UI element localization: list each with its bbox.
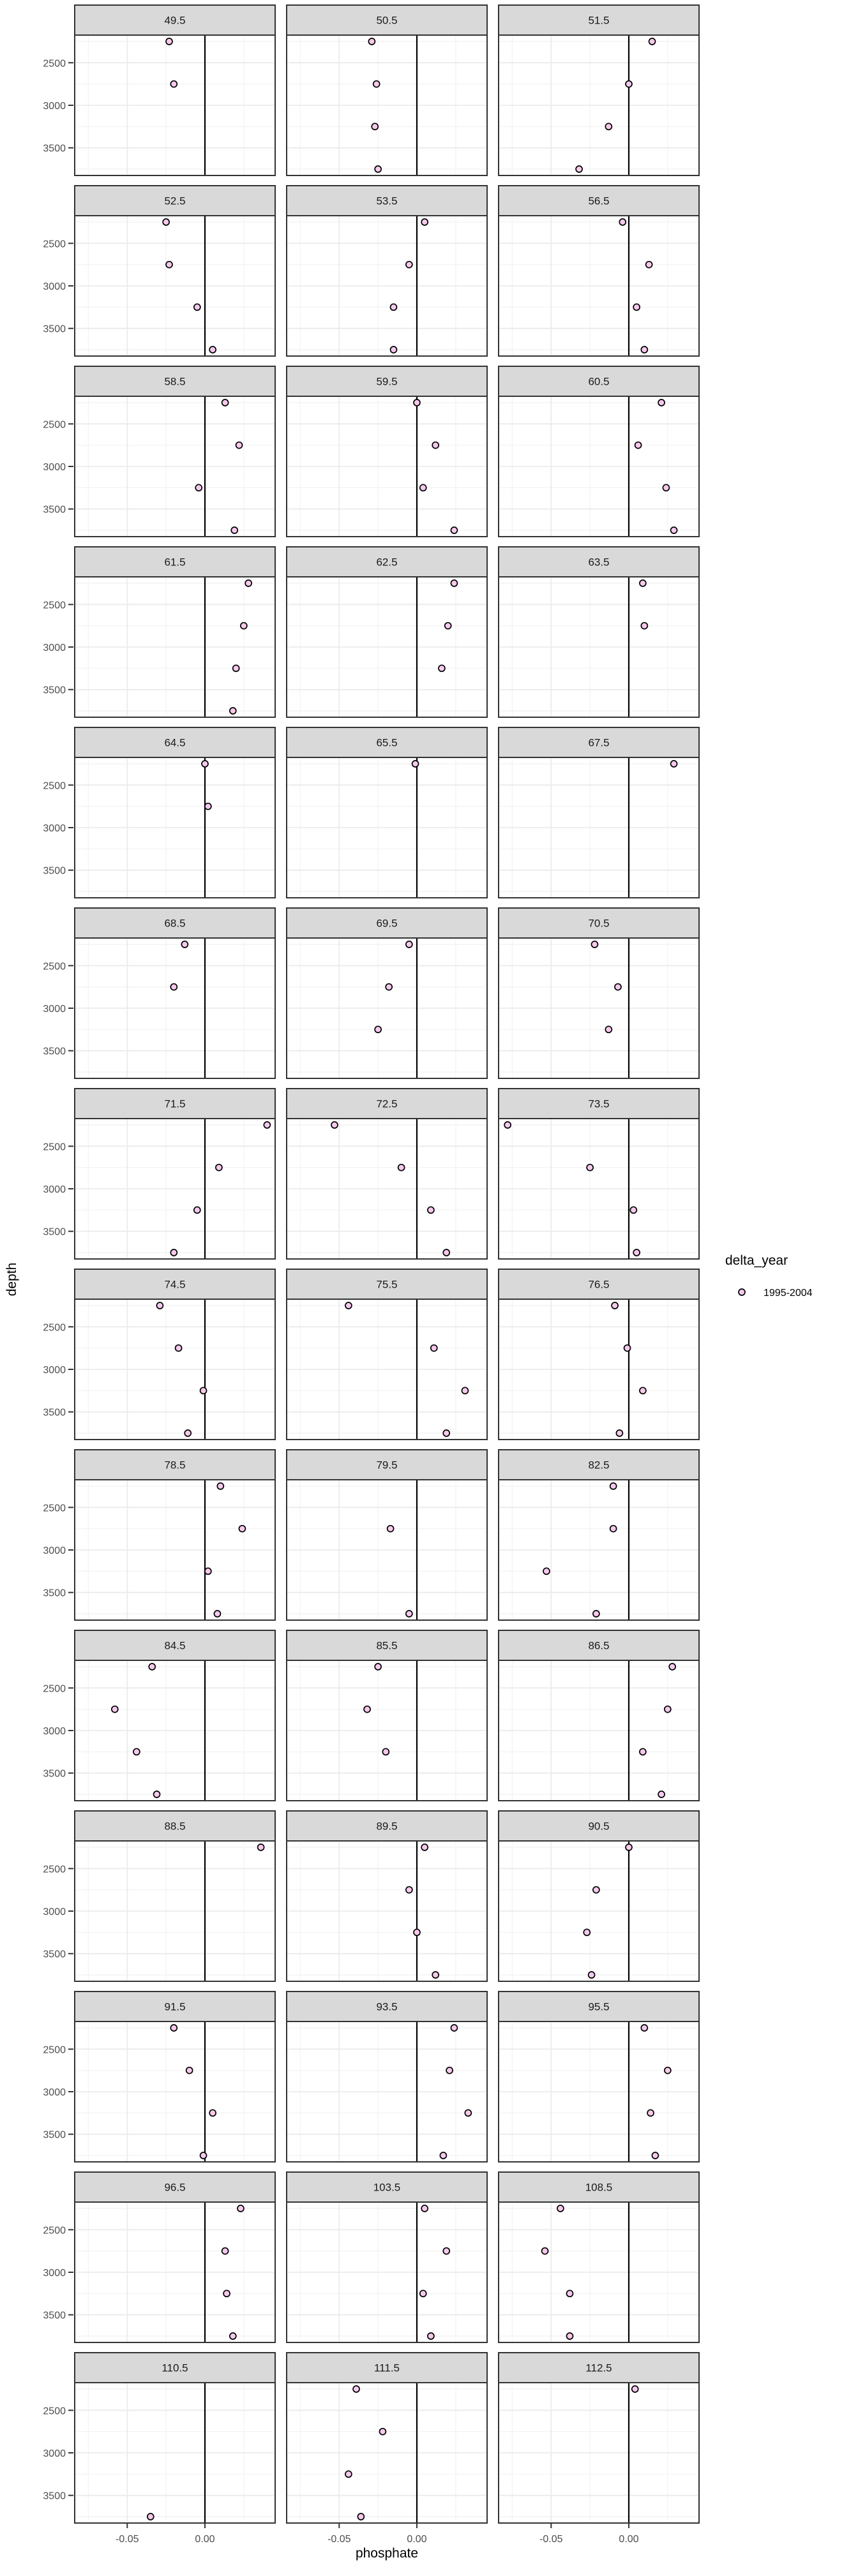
y-axis-tick-label: 3500	[43, 1768, 66, 1780]
data-point	[440, 2152, 446, 2159]
data-point	[589, 1972, 595, 1978]
data-point	[443, 1430, 449, 1436]
y-axis-tick-label: 3000	[43, 1545, 66, 1556]
facet-strip-label: 95.5	[588, 2000, 610, 2013]
data-point	[615, 984, 621, 990]
y-axis-tick-label: 3500	[43, 1226, 66, 1238]
y-axis-tick-label: 2500	[43, 2044, 66, 2056]
data-point	[406, 262, 412, 268]
data-point	[231, 527, 237, 533]
facet-strip-label: 58.5	[164, 375, 186, 388]
data-point	[195, 484, 202, 491]
y-axis-tick-label: 2500	[43, 58, 66, 70]
y-axis-tick-label: 2500	[43, 1322, 66, 1334]
data-point	[163, 219, 169, 225]
y-axis-tick-label: 2500	[43, 780, 66, 792]
facet-strip-label: 72.5	[376, 1098, 398, 1110]
data-point	[194, 304, 200, 310]
facet-strip-label: 96.5	[164, 2181, 186, 2194]
data-point	[431, 1345, 437, 1351]
data-point	[451, 527, 457, 533]
y-axis-tick-label: 2500	[43, 1683, 66, 1695]
data-point	[543, 1568, 550, 1574]
x-axis-tick-label: -0.05	[539, 2534, 563, 2545]
y-axis-tick-label: 3000	[43, 2087, 66, 2098]
y-axis-tick-label: 3500	[43, 324, 66, 335]
facet-strip-label: 52.5	[164, 195, 186, 207]
data-point	[451, 580, 457, 586]
facet-strip-label: 112.5	[585, 2362, 612, 2374]
x-axis-tick-label: 0.00	[619, 2534, 639, 2545]
facet-strip-label: 73.5	[588, 1098, 610, 1110]
y-axis-tick-label: 3000	[43, 823, 66, 834]
data-point	[593, 1887, 599, 1893]
data-point	[200, 1387, 207, 1394]
y-axis-tick-label: 3000	[43, 1907, 66, 1917]
data-point	[649, 38, 656, 45]
data-point	[239, 1526, 245, 1532]
data-point	[353, 2386, 359, 2392]
data-point	[388, 1526, 394, 1532]
data-point	[576, 166, 582, 172]
data-point	[216, 1165, 222, 1171]
data-point	[223, 2290, 230, 2297]
data-point	[133, 1748, 140, 1755]
data-point	[112, 1706, 118, 1713]
data-point	[390, 304, 396, 310]
data-point	[593, 1611, 599, 1617]
facet-strip-label: 89.5	[376, 1820, 398, 1833]
data-point	[170, 1249, 177, 1256]
facet-strip-label: 78.5	[164, 1459, 186, 1471]
data-point	[390, 346, 396, 353]
facet-strip-label: 68.5	[164, 917, 186, 930]
facet-strip-label: 70.5	[588, 917, 610, 930]
data-point	[200, 2152, 207, 2159]
facet-strip-label: 53.5	[376, 195, 398, 207]
data-point	[626, 1844, 632, 1850]
y-axis-tick-label: 3000	[43, 462, 66, 473]
y-axis-tick-label: 2500	[43, 600, 66, 611]
y-axis-tick-label: 2500	[43, 2225, 66, 2237]
data-point	[412, 761, 419, 767]
x-axis-tick-label: -0.05	[116, 2534, 139, 2545]
data-point	[230, 708, 236, 714]
data-point	[209, 2110, 216, 2116]
data-point	[184, 1430, 191, 1436]
data-point	[421, 1844, 428, 1850]
data-point	[640, 580, 646, 586]
data-point	[665, 2067, 671, 2074]
x-axis-tick-label: 0.00	[407, 2534, 427, 2545]
data-point	[616, 1430, 622, 1436]
data-point	[451, 2025, 457, 2031]
data-point	[465, 2110, 471, 2116]
y-axis-tick-label: 2500	[43, 1142, 66, 1153]
data-point	[149, 1664, 155, 1670]
data-point	[214, 1611, 220, 1617]
facet-strip-label: 60.5	[588, 375, 610, 388]
y-axis-tick-label: 3000	[43, 643, 66, 653]
y-axis-tick-label: 3000	[43, 1726, 66, 1737]
data-point	[166, 262, 172, 268]
data-point	[432, 1972, 439, 1978]
data-point	[567, 2333, 573, 2339]
legend-item-label: 1995-2004	[764, 1288, 813, 1299]
y-axis-tick-label: 3000	[43, 2268, 66, 2279]
y-axis-tick-label: 2500	[43, 1503, 66, 1514]
data-point	[186, 2067, 193, 2074]
data-point	[632, 2386, 638, 2392]
data-point	[382, 1748, 389, 1755]
data-point	[557, 2205, 564, 2212]
data-point	[605, 1026, 612, 1032]
facet-strip-label: 85.5	[376, 1639, 398, 1652]
data-point	[610, 1526, 617, 1532]
data-point	[633, 304, 640, 310]
data-point	[375, 1026, 381, 1032]
facet-strip-label: 90.5	[588, 1820, 610, 1833]
x-axis-tick-label: -0.05	[327, 2534, 351, 2545]
data-point	[671, 527, 677, 533]
data-point	[443, 1249, 449, 1256]
facet-strip-label: 74.5	[164, 1278, 186, 1291]
data-point	[406, 941, 412, 948]
data-point	[170, 2025, 177, 2031]
data-point	[414, 1929, 420, 1935]
y-axis-tick-label: 3000	[43, 1004, 66, 1015]
facet-strip-label: 103.5	[373, 2181, 401, 2194]
data-point	[641, 346, 647, 353]
data-point	[630, 1207, 636, 1213]
data-point	[635, 442, 642, 449]
facet-strip-label: 56.5	[588, 195, 610, 207]
data-point	[428, 2333, 434, 2339]
data-point	[345, 1302, 352, 1309]
y-axis-tick-label: 3500	[43, 1046, 66, 1057]
data-point	[386, 984, 392, 990]
data-point	[610, 1483, 617, 1489]
data-point	[567, 2290, 573, 2297]
data-point	[671, 761, 677, 767]
data-point	[414, 399, 420, 406]
y-axis-tick-label: 3500	[43, 1407, 66, 1418]
data-point	[445, 623, 451, 629]
y-axis-tick-label: 3000	[43, 1184, 66, 1195]
data-point	[368, 38, 375, 45]
y-axis-tick-label: 3000	[43, 2448, 66, 2459]
facet-strip-label: 49.5	[164, 14, 186, 27]
facet-strip-label: 62.5	[376, 556, 398, 569]
data-point	[170, 81, 177, 87]
data-point	[665, 1706, 671, 1713]
data-point	[626, 81, 632, 87]
data-point	[612, 1302, 618, 1309]
data-point	[587, 1165, 593, 1171]
data-point	[156, 1302, 163, 1309]
data-point	[663, 484, 669, 491]
facet-strip-label: 75.5	[376, 1278, 398, 1291]
data-point	[237, 2205, 244, 2212]
facet-strip-label: 86.5	[588, 1639, 610, 1652]
data-point	[432, 442, 439, 449]
data-point	[379, 2429, 386, 2435]
data-point	[230, 2333, 236, 2339]
data-point	[605, 123, 612, 130]
data-point	[222, 2248, 229, 2254]
y-axis-tick-label: 3500	[43, 2129, 66, 2141]
data-point	[373, 81, 380, 87]
facet-strip-label: 65.5	[376, 736, 398, 749]
y-axis-tick-label: 2500	[43, 419, 66, 431]
data-point	[583, 1929, 590, 1935]
data-point	[542, 2248, 548, 2254]
y-axis-tick-label: 3000	[43, 101, 66, 112]
data-point	[364, 1706, 370, 1713]
facet-strip-label: 110.5	[162, 2362, 188, 2374]
data-point	[202, 761, 208, 767]
y-axis-tick-label: 2500	[43, 2406, 66, 2417]
facet-strip-label: 71.5	[164, 1098, 186, 1110]
data-point	[147, 2513, 154, 2520]
data-point	[646, 262, 652, 268]
facet-strip-label: 67.5	[588, 736, 610, 749]
x-axis-tick-label: 0.00	[195, 2534, 215, 2545]
facet-strip-label: 93.5	[376, 2000, 398, 2013]
data-point	[245, 580, 252, 586]
data-point	[641, 2025, 647, 2031]
data-point	[406, 1611, 412, 1617]
data-point	[258, 1844, 264, 1850]
data-point	[658, 1791, 665, 1798]
y-axis-tick-label: 3500	[43, 1949, 66, 1960]
data-point	[428, 1207, 434, 1213]
y-axis-tick-label: 3500	[43, 685, 66, 696]
data-point	[358, 2513, 364, 2520]
y-axis-title: depth	[4, 1262, 19, 1297]
data-point	[619, 219, 626, 225]
y-axis-tick-label: 2500	[43, 961, 66, 972]
data-point	[398, 1165, 405, 1171]
data-point	[446, 2067, 453, 2074]
facet-strip-label: 61.5	[164, 556, 186, 569]
data-point	[345, 2471, 352, 2477]
data-point	[205, 1568, 211, 1574]
facet-strip-label: 64.5	[164, 736, 186, 749]
facet-strip-label: 108.5	[585, 2181, 613, 2194]
data-point	[420, 484, 426, 491]
data-point	[154, 1791, 160, 1798]
data-point	[439, 665, 445, 671]
data-point	[633, 1249, 640, 1256]
data-point	[624, 1345, 631, 1351]
data-point	[331, 1122, 338, 1128]
facet-strip-label: 79.5	[376, 1459, 398, 1471]
data-point	[669, 1664, 675, 1670]
facet-strip-label: 59.5	[376, 375, 398, 388]
data-point	[194, 1207, 200, 1213]
data-point	[421, 219, 428, 225]
data-point	[640, 1748, 646, 1755]
legend-title: delta_year	[725, 1253, 788, 1268]
y-axis-tick-label: 3500	[43, 143, 66, 154]
y-axis-tick-label: 3500	[43, 2490, 66, 2502]
data-point	[406, 1887, 412, 1893]
data-point	[170, 984, 177, 990]
data-point	[462, 1387, 468, 1394]
facet-strip-label: 63.5	[588, 556, 610, 569]
x-axis-title: phosphate	[355, 2546, 419, 2561]
facet-strip-label: 76.5	[588, 1278, 610, 1291]
data-point	[591, 941, 598, 948]
legend-key-circle-icon	[739, 1289, 745, 1295]
data-point	[166, 38, 172, 45]
data-point	[652, 2152, 658, 2159]
data-point	[217, 1483, 223, 1489]
data-point	[375, 1664, 381, 1670]
data-point	[233, 665, 239, 671]
data-point	[375, 166, 381, 172]
data-point	[205, 803, 211, 810]
facet-strip-label: 111.5	[373, 2362, 400, 2374]
facet-strip-label: 69.5	[376, 917, 398, 930]
facet-strip-label: 51.5	[588, 14, 610, 27]
y-axis-tick-label: 3500	[43, 865, 66, 877]
data-point	[372, 123, 378, 130]
data-point	[236, 442, 243, 449]
data-point	[504, 1122, 511, 1128]
facet-strip-label: 91.5	[164, 2000, 186, 2013]
data-point	[209, 346, 216, 353]
data-point	[176, 1345, 182, 1351]
y-axis-tick-label: 3000	[43, 281, 66, 292]
y-axis-tick-label: 3500	[43, 2310, 66, 2321]
y-axis-tick-label: 3500	[43, 1588, 66, 1599]
data-point	[443, 2248, 449, 2254]
data-point	[658, 399, 665, 406]
facet-strip-label: 50.5	[376, 14, 398, 27]
data-point	[641, 623, 647, 629]
data-point	[181, 941, 188, 948]
y-axis-tick-label: 3000	[43, 1365, 66, 1376]
y-axis-tick-label: 2500	[43, 239, 66, 250]
data-point	[421, 2205, 428, 2212]
facet-strip-label: 84.5	[164, 1639, 186, 1652]
facet-strip-label: 88.5	[164, 1820, 186, 1833]
data-point	[647, 2110, 654, 2116]
data-point	[264, 1122, 270, 1128]
data-point	[420, 2290, 426, 2297]
y-axis-tick-label: 3500	[43, 504, 66, 516]
data-point	[640, 1387, 646, 1394]
y-axis-tick-label: 2500	[43, 1864, 66, 1875]
data-point	[241, 623, 247, 629]
facet-strip-label: 82.5	[588, 1459, 610, 1471]
data-point	[222, 399, 229, 406]
